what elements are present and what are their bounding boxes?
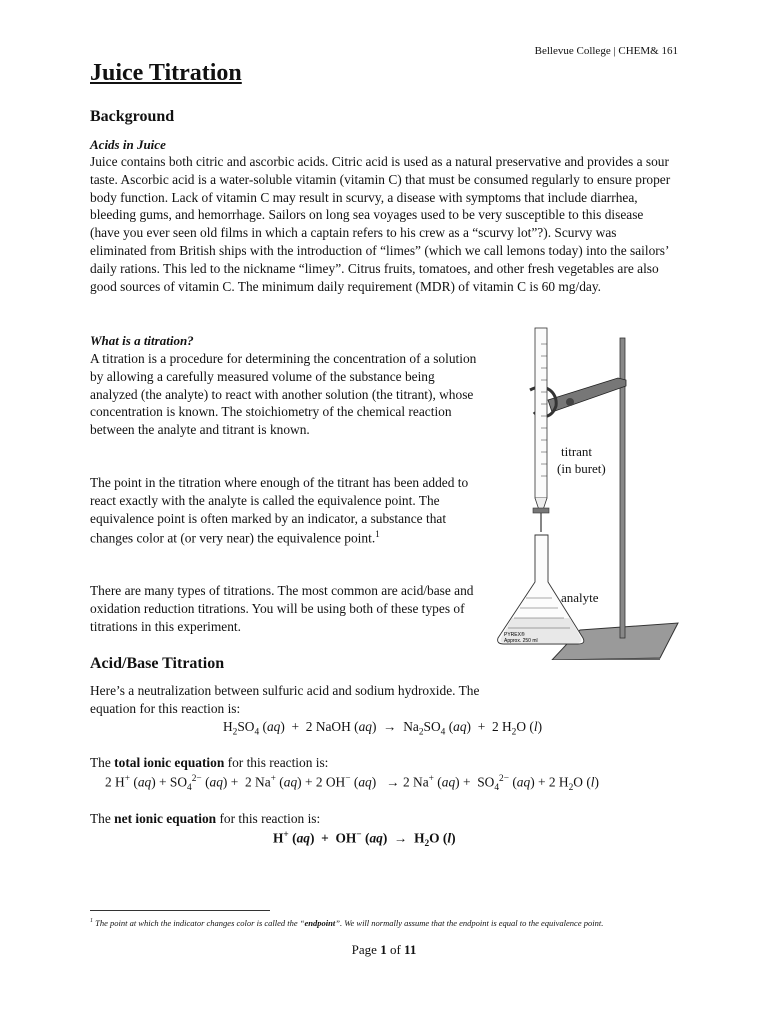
page-prefix: Page xyxy=(351,942,381,957)
page-number xyxy=(0,942,768,958)
net-ionic-intro-pre: The xyxy=(90,811,115,826)
total-ionic-intro-post: for this reaction is: xyxy=(224,755,329,770)
page-current: 1 xyxy=(380,942,387,957)
flask-brand: PYREX® xyxy=(504,632,525,638)
titration-paragraph-2-text: The point in the titration where enough of the titrant has been added to react exactly with the analyte is called the equivalence point. The equivalence point is often marked by an indicator, a substance that changes color at (or very near) the equivalence point. xyxy=(90,475,469,546)
titration-paragraph-3: There are many types of titrations. The most common are acid/base and oxidation reduction titrations. You will be using both of these types of titrations in this experiment. xyxy=(90,583,474,634)
titration-paragraph-1: A titration is a procedure for determining the concentration of a solution by allowing a carefully measured volume of the substance being analyzed (the analyte) to react with another solution (the titrant), whose concentration is known. The stoichiometry of the chemical reaction between the analyte and titrant is known. xyxy=(90,351,477,438)
net-ionic-intro xyxy=(90,810,320,828)
total-ionic-equation: 2 H+ $(aq) + SO_4^{2-}$ (aq) + 2 Na+ (aq) + 2 OH− (aq) → 2 Na+ $(aq) + SO_4^{2-}$ (aq) + 2 $H_2O$ (l) xyxy=(105,774,599,794)
footnote-divider xyxy=(90,910,270,911)
total-ionic-term: total ionic equation xyxy=(114,755,225,770)
clamp-knob xyxy=(566,398,574,406)
flask-capacity: Approx. 250 ml xyxy=(504,638,538,644)
page-total: 11 xyxy=(404,942,417,957)
titration-apparatus-figure xyxy=(490,320,680,660)
molecular-equation: $H_2SO_4$ (aq) + 2 NaOH $(aq) \to Na_2SO_4$ (aq) + 2 $H_2O$ (l) xyxy=(223,719,543,738)
total-ionic-intro-pre: The xyxy=(90,755,115,770)
acids-subheading: Acids in Juice xyxy=(90,137,166,152)
titrant-sublabel: (in buret) xyxy=(557,461,606,476)
footnote-term: endpoint xyxy=(304,917,336,928)
net-ionic-equation: H+ (aq) + OH− $(aq) \to H_2O$ (l) xyxy=(273,830,456,850)
footnote-text-pre: The point at which the indicator changes color is called the “ xyxy=(95,917,305,928)
footnote-marker: 1 xyxy=(90,918,93,924)
acids-paragraph: Juice contains both citric and ascorbic acids. Citric acid is used as a natural preservative and provides a sour taste. Ascorbic acid is a water-soluble vitamin (vitamin C) that must be consumed regularly to ensure proper body function. Lack of vitamin C may result in scurvy, a disease with symptoms that include diarrhea, bleeding gums, and hemorrhage. Sailors on long sea voyages used to be very susceptible to this disease (have you ever seen old films in which a captain refers to his crew as a “scurvy lot”?). Scurvy was eliminated from British ships with the introduction of “limes” (which we call lemons today) into the sailors’ daily rations. This led to the nickname “limey”. Citrus fruits, tomatoes, and other fresh vegetables are also good sources of vitamin C. The minimum daily requirement (MDR) of vitamin C is 60 mg/day. xyxy=(90,154,671,294)
total-ionic-intro xyxy=(90,754,328,772)
clamp-arm xyxy=(548,378,626,412)
footnote-text-post: ”. We will normally assume that the endpoint is equal to the equivalence point. xyxy=(335,917,604,928)
acid-base-intro: Here’s a neutralization between sulfuric acid and sodium hydroxide. The equation for this reaction is: xyxy=(90,683,480,716)
course-header: Bellevue College | CHEM& 161 xyxy=(534,45,678,57)
net-ionic-intro-post: for this reaction is: xyxy=(216,811,321,826)
page-of: of xyxy=(386,942,405,957)
footnote-ref: 1 xyxy=(375,530,380,541)
titration-paragraph-2 xyxy=(90,474,480,548)
analyte-label: analyte xyxy=(561,590,599,605)
net-ionic-term: net ionic equation xyxy=(114,811,217,826)
titration-subheading: What is a titration? xyxy=(90,333,194,348)
stopcock xyxy=(533,508,549,513)
titrant-label: titrant xyxy=(561,444,593,459)
background-heading: Background xyxy=(90,108,175,125)
footnote xyxy=(90,916,690,929)
acid-base-heading: Acid/Base Titration xyxy=(90,655,225,672)
buret-tube xyxy=(535,328,547,498)
page-title: Juice Titration xyxy=(90,60,242,86)
